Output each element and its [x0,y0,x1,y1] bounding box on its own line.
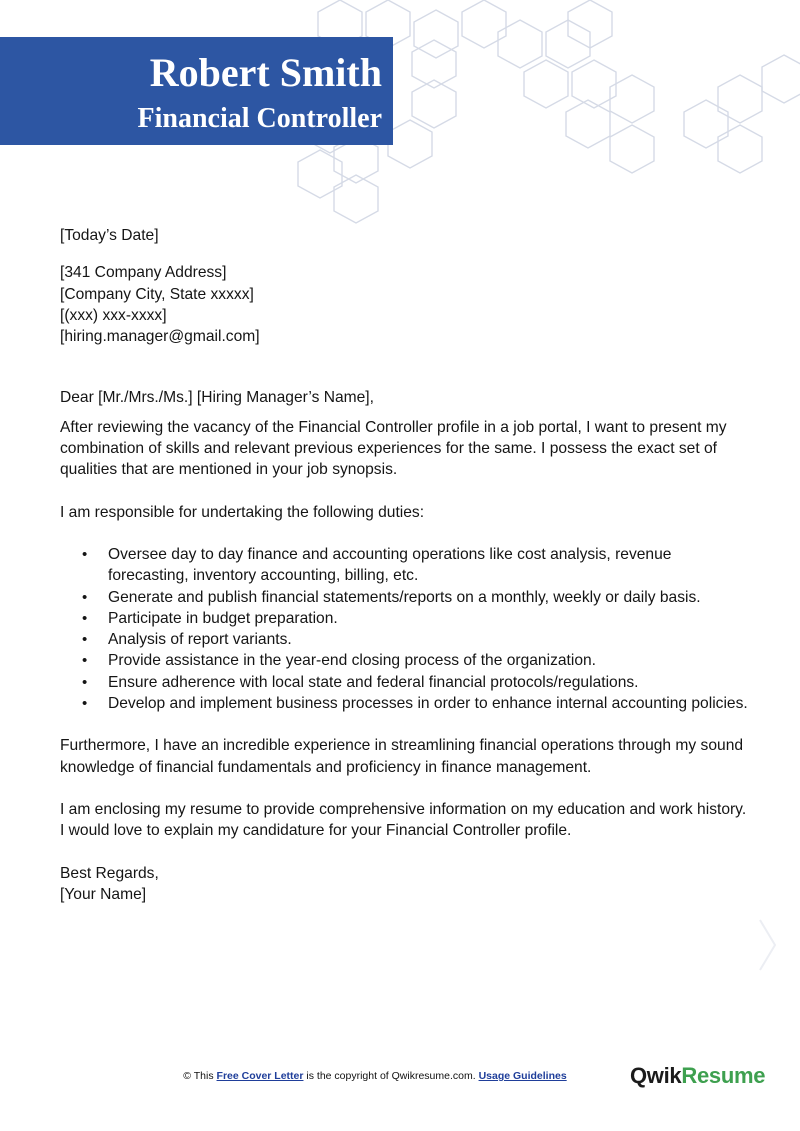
letter-date: [Today’s Date] [60,227,159,244]
closing: Best Regards, [60,864,159,882]
intro-paragraph: After reviewing the vacancy of the Financial Controller profile in a job portal, I want to present my combination of skills and relevant previous experiences for the same. I possess the exact set of qualities that are mentioned in your job synopsis. [60,418,727,479]
recipient-block [60,262,750,347]
recipient-phone: [(xxx) xxx-xxxx] [60,306,167,324]
qwikresume-logo [630,1063,765,1089]
list-item: • Participate in budget preparation. [108,608,750,629]
duties-list [60,544,750,714]
cover-letter-body [60,225,750,905]
header-name-band [0,37,393,145]
list-item: • Generate and publish financial statements/reports on a monthly, weekly or daily basis. [108,587,750,608]
recipient-address: [341 Company Address] [60,264,227,282]
enclosing-paragraph: I am enclosing my resume to provide comprehensive information on my education and work history. I would love to explain my candidature for your Financial Controller profile. [60,800,747,840]
free-cover-letter-link[interactable]: Free Cover Letter [216,1070,304,1082]
recipient-city: [Company City, State xxxxx] [60,285,254,303]
footer-prefix: © This [183,1070,214,1082]
applicant-job-title: Financial Controller [137,103,382,134]
salutation: Dear [Mr./Mrs./Ms.] [Hiring Manager’s Name], [60,389,374,407]
usage-guidelines-link[interactable]: Usage Guidelines [478,1070,567,1082]
recipient-email: [hiring.manager@gmail.com] [60,328,260,346]
applicant-name: Robert Smith [149,50,382,95]
furthermore-paragraph: Furthermore, I have an incredible experience in streamlining financial operations through my sound knowledge of financial fundamentals and proficiency in finance management. [60,737,744,776]
logo-part-qwik: Qwik [630,1063,682,1088]
list-item: • Oversee day to day finance and accounting operations like cost analysis, revenue forecasting, inventory accounting, billing, etc. [108,544,750,587]
list-item: • Develop and implement business processes in order to enhance internal accounting policies. [108,693,750,714]
list-item: • Analysis of report variants. [108,629,750,650]
list-item: • Ensure adherence with local state and federal financial protocols/regulations. [108,672,750,693]
list-item: • Provide assistance in the year-end closing process of the organization. [108,650,750,671]
signature: [Your Name] [60,885,147,903]
duties-intro: I am responsible for undertaking the following duties: [60,503,425,521]
logo-part-resume: Resume [681,1063,766,1088]
corner-decoration [740,900,800,1000]
footer-middle: is the copyright of Qwikresume.com. [306,1070,476,1082]
